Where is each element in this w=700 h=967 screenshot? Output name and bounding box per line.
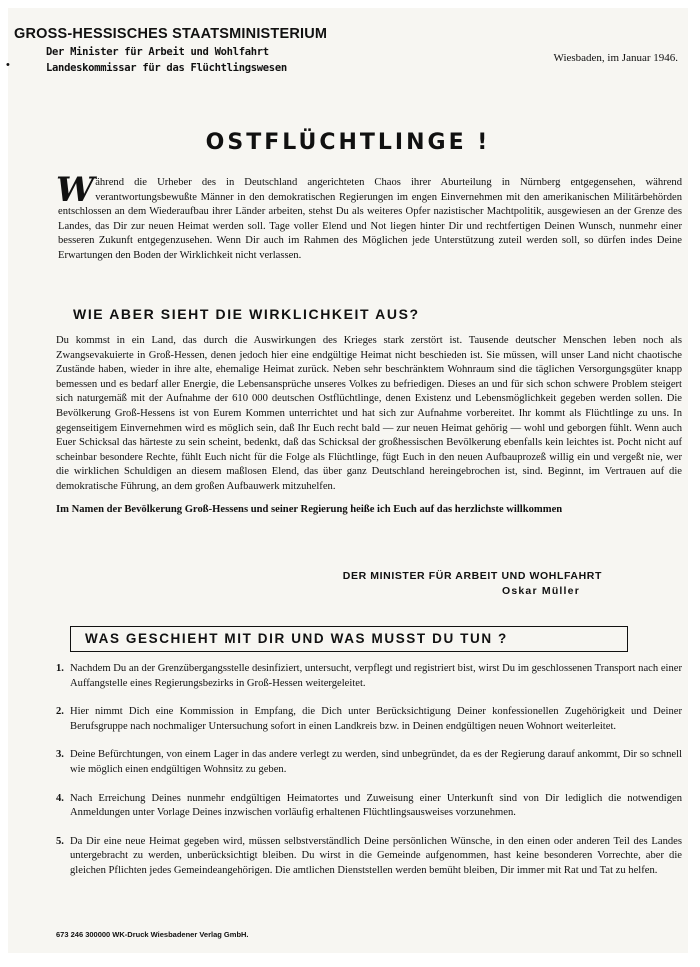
signature-block — [343, 570, 602, 597]
list-item — [56, 792, 682, 821]
section-heading-box — [70, 626, 628, 652]
list-item-text: Nach Erreichung Deines nunmehr endgültigen Heimatortes und Zuweisung einer Unterkunft sind von Dir lediglich die notwendigen Anmeldungen unter Vorlage Deines inzwischen vorläufig erhaltenen Flüchtlingsausweises vorzunehmen. — [70, 792, 682, 819]
list-item-text: Nachdem Du an der Grenzübergangsstelle desinfiziert, untersucht, verpflegt und registriert bist, wirst Du im geschlossenen Transport nach einer Auffangstelle eines Regierungsbezirks in Groß-Hessen weitergeleitet. — [70, 663, 682, 689]
list-item — [56, 705, 682, 734]
list-item-text: Deine Befürchtungen, von einem Lager in das andere verlegt zu werden, sind unbegründet, da es der Regierung darauf ankommt, Dir so schnell wie möglich einen endgültigen Wohnsitz zu geben. — [70, 749, 682, 775]
drop-cap: W — [56, 170, 95, 210]
dateline: Wiesbaden, im Januar 1946. — [553, 52, 678, 64]
list-item-number: 5. — [56, 835, 64, 847]
letterhead — [14, 26, 327, 74]
welcome-line: Im Namen der Bevölkerung Groß-Hessens und seiner Regierung heiße ich Euch auf das herzlichste willkommen — [56, 503, 563, 515]
intro-paragraph — [56, 170, 682, 264]
printer-imprint: 673 246 300000 WK-Druck Wiesbadener Verlag GmbH. — [56, 930, 249, 939]
section-heading-what-to-do: WAS GESCHIEHT MIT DIR UND WAS MUSST DU TUN ? — [85, 631, 508, 646]
signature-title: DER MINISTER FÜR ARBEIT UND WOHLFAHRT — [342, 570, 602, 582]
commissioner-subtitle: Landeskommissar für das Flüchtlingswesen — [46, 62, 287, 74]
reality-section — [56, 334, 682, 517]
reality-paragraph: Du kommst in ein Land, das durch die Auswirkungen des Krieges stark zerstört ist. Tausende deutscher Menschen leben noch als Zwangsevakuierte in Groß-Hessen, denen jedoch hier eine endgültige Heimat nicht beschieden ist. Sie müssen, will unser Land nicht chaotische Zustände haben, wieder in ihre alte, ehemalige Heimat zurück. Neben sehr beschränktem Wohnraum sind die täglichen Versorgungsgüter knapp bemessen und es bedarf aller Energie, die Lebensansprüche unseres Volkes zu befriedigen. Dieses an und für sich schon schwere Problem steigert sich naturgemäß mit der Aufnahme der 610 000 deutschen Ostflüchtlinge, denen Existenz und Lebensmöglichkeit gegeben werden sollen. Die Bevölkerung Groß-Hessens ist von Eurem Kommen unterrichtet und hat sich zur Aufnahme vorbereitet. Ihr kommt als Flüchtlinge zu uns. In gegenseitigem Einvernehmen wird es möglich sein, daß Ihr Euch recht bald — zur neuen Heimat gehörig — wohl und geborgen fühlt. Wenn auch Euer Schicksal das härteste zu sein scheint, bedenkt, daß das Schicksal der großhessischen Bevölkerung ebenfalls kein leichtes ist. Pocht nicht auf scheinbar besondere Rechte, fühlt Euch nicht für die Folge als Flüchtlinge, fügt Euch in den neuen Aufbauprozeß willig ein und vergeßt nie, wer die wirklichen Schuldigen an diesem maßlosen Elend, das über ganz Deutschland hereingebrochen ist, sind. Beginnt, im Vertrauen auf die demokratische Führung, an dem großen Aufbauwerk mitzuhelfen. — [56, 335, 682, 492]
list-item-text: Da Dir eine neue Heimat gegeben wird, müssen selbstverständlich Deine persönlichen Wünsche, in den einen oder anderen Teil des Landes untergebracht zu werden, unberücksichtigt bleiben. Du wirst in die Gemeinde aufgenommen, hast keine besonderen Vorrechte, aber die gleichen Pflichten jedes Gemeindeangehörigen. Die amtlichen Dienststellen werden bemüht bleiben, Dir immer mit Rat und Tat zu helfen. — [70, 835, 682, 876]
list-item — [56, 835, 682, 879]
list-item-number: 1. — [56, 663, 64, 674]
list-item-number: 2. — [56, 706, 64, 718]
steps-list — [56, 662, 682, 893]
page-title: OSTFLÜCHTLINGE ! — [205, 130, 491, 155]
signature-name: Oskar Müller — [501, 585, 580, 597]
list-item — [56, 748, 682, 777]
document-page — [8, 8, 688, 953]
bullet-mark: • — [6, 59, 10, 71]
list-item-number: 4. — [56, 792, 64, 804]
minister-subtitle: Der Minister für Arbeit und Wohlfahrt — [46, 46, 269, 58]
list-item — [56, 662, 682, 691]
ministry-name: GROSS-HESSISCHES STAATSMINISTERIUM — [14, 26, 328, 42]
section-heading-reality: WIE ABER SIEHT DIE WIRKLICHKEIT AUS? — [73, 306, 420, 322]
intro-text: ährend die Urheber des in Deutschland angerichteten Chaos ihrer Aburteilung in Nürnberg entgegensehen, während verantwortungsbewußte Männer in den demokratischen Regierungen im engen Einvernehmen mit den amerikanischen Militärbehörden entschlossen an dem Wiederaufbau ihrer Länder arbeiten, stehst Du als weiteres Opfer nazistischer Machtpolitik, ausgewiesen an der Grenze des Landes, das Dir zur neuen Heimat werden soll. Tage voller Elend und Not liegen hinter Dir und rechtfertigen Deinen Wunsch, nunmehr einer besseren Zukunft entgegenzusehen. Wenn Dir auch im Rahmen des Möglichen jede Unterstützung zuteil werden soll, so dürfen indes Deine Erwartungen den Boden der Wirklichkeit nicht verlassen. — [58, 177, 682, 261]
list-item-number: 3. — [56, 749, 64, 761]
list-item-text: Hier nimmt Dich eine Kommission in Empfang, die Dich unter Berücksichtigung Deiner konfessionellen Zugehörigkeit und Deiner Berufsgruppe nach nochmaliger Untersuchung sofort in einen Landkreis bzw. in Deinen endgültigen neuen Wohnort weiterleitet. — [70, 706, 682, 732]
